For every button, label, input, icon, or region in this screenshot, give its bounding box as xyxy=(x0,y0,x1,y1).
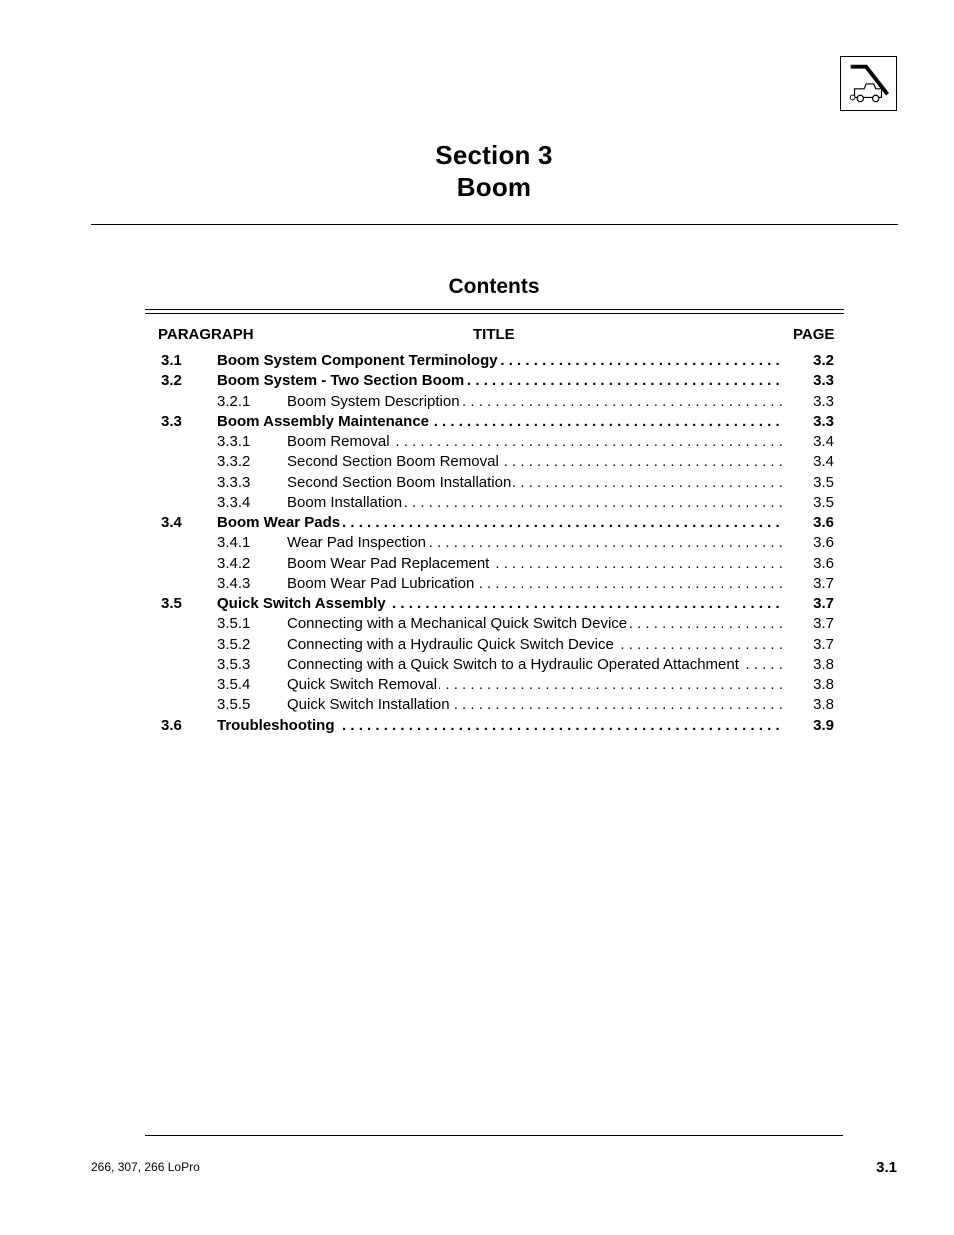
section-title xyxy=(0,139,954,203)
footer-models: 266, 307, 266 LoPro xyxy=(91,1160,200,1174)
toc-entry-number: 3.2 xyxy=(161,372,182,390)
toc-entry-title: Boom Assembly Maintenance xyxy=(217,412,429,430)
toc-entry-number: 3.5.3 xyxy=(217,655,251,673)
toc-entry-title: Connecting with a Hydraulic Quick Switch Device xyxy=(287,635,614,653)
toc-entry-title: Wear Pad Inspection xyxy=(287,534,426,552)
toc-entry-page: 3.4 xyxy=(813,433,834,450)
toc-entry-number: 3.5.2 xyxy=(217,635,251,653)
toc-entry-page: 3.8 xyxy=(813,676,834,693)
column-header-title: TITLE xyxy=(473,326,515,343)
contents-heading: Contents xyxy=(448,275,540,298)
toc-entry-title: Boom Removal xyxy=(287,433,390,450)
toc-entry[interactable] xyxy=(0,695,954,715)
toc-entry-number: 3.3.1 xyxy=(217,433,251,450)
toc-entry-number: 3.4.3 xyxy=(217,574,251,592)
toc-entry-title: Quick Switch Assembly xyxy=(217,595,386,612)
toc-entry[interactable] xyxy=(0,432,954,452)
toc-entry-title: Second Section Boom Removal xyxy=(287,453,499,471)
toc-entry[interactable] xyxy=(0,655,954,675)
toc-entry-title-leader xyxy=(287,392,784,412)
toc-entry-page: 3.8 xyxy=(813,696,834,714)
footer-divider xyxy=(145,1135,843,1136)
column-header-paragraph: PARAGRAPH xyxy=(158,326,254,343)
toc-entry-number: 3.4.1 xyxy=(217,534,251,552)
toc-entry-page: 3.7 xyxy=(813,595,834,612)
toc-entry-number: 3.6 xyxy=(161,716,182,734)
toc-entry[interactable] xyxy=(0,351,954,371)
toc-entry[interactable] xyxy=(0,513,954,533)
toc-entry-number: 3.5 xyxy=(161,595,182,612)
toc-entry-title-leader xyxy=(287,473,784,493)
toc-entry-title-leader xyxy=(217,371,784,391)
toc-entry-number: 3.1 xyxy=(161,352,182,369)
toc-entry-title: Boom Installation xyxy=(287,493,403,511)
toc-entry-title-leader xyxy=(287,574,784,594)
toc-entry-page: 3.7 xyxy=(813,574,834,592)
toc-entry-title: Boom System - Two Section Boom xyxy=(217,372,465,390)
toc-entry-page: 3.2 xyxy=(813,352,834,369)
table-of-contents xyxy=(0,351,954,736)
toc-entry-title: Boom Wear Pads xyxy=(217,514,341,531)
toc-entry-title: Second Section Boom Installation xyxy=(287,473,512,491)
column-header-page: PAGE xyxy=(793,326,835,343)
toc-entry-title-leader xyxy=(287,533,784,553)
toc-entry-title-leader xyxy=(217,412,784,432)
toc-entry-title: Quick Switch Installation xyxy=(287,696,450,714)
toc-entry[interactable] xyxy=(0,574,954,594)
toc-entry-title-leader xyxy=(217,513,784,533)
toc-entry-title-leader xyxy=(287,614,784,634)
toc-entry[interactable] xyxy=(0,493,954,513)
toc-entry-title-leader xyxy=(217,351,784,371)
toc-entry-page: 3.5 xyxy=(813,493,834,511)
toc-entry-title: Quick Switch Removal xyxy=(287,676,438,693)
toc-entry[interactable] xyxy=(0,392,954,412)
toc-entry-number: 3.5.4 xyxy=(217,676,251,693)
toc-entry-title-leader xyxy=(287,493,784,513)
toc-entry-page: 3.4 xyxy=(813,453,834,471)
toc-entry-page: 3.7 xyxy=(813,615,834,633)
toc-entry[interactable] xyxy=(0,533,954,553)
toc-entry[interactable] xyxy=(0,452,954,472)
toc-entry-number: 3.5.1 xyxy=(217,615,251,633)
toc-entry[interactable] xyxy=(0,716,954,736)
toc-entry-title-leader xyxy=(287,452,784,472)
toc-entry-title-leader xyxy=(217,594,784,614)
telehandler-boom-icon xyxy=(841,57,896,110)
toc-entry-page: 3.6 xyxy=(813,534,834,552)
toc-entry[interactable] xyxy=(0,473,954,493)
toc-entry-title: Connecting with a Mechanical Quick Switch Device xyxy=(287,615,628,633)
toc-entry-page: 3.6 xyxy=(813,514,834,531)
toc-entry-title-leader xyxy=(287,695,784,715)
section-name: Boom xyxy=(456,172,532,202)
toc-entry[interactable] xyxy=(0,554,954,574)
toc-entry-number: 3.4 xyxy=(161,514,182,531)
toc-entry-page: 3.3 xyxy=(813,412,834,430)
toc-entry-number: 3.3.3 xyxy=(217,473,251,491)
header-divider xyxy=(91,224,898,225)
toc-entry-title: Troubleshooting xyxy=(217,716,335,734)
toc-entry-page: 3.5 xyxy=(813,473,834,491)
toc-entry-number: 3.3 xyxy=(161,412,182,430)
toc-entry-page: 3.6 xyxy=(813,554,834,572)
toc-entry[interactable] xyxy=(0,635,954,655)
toc-entry[interactable] xyxy=(0,614,954,634)
toc-entry-number: 3.3.2 xyxy=(217,453,251,471)
toc-entry-title: Boom System Component Terminology xyxy=(217,352,498,369)
toc-entry-number: 3.2.1 xyxy=(217,392,251,410)
toc-entry-page: 3.3 xyxy=(813,372,834,390)
toc-entry-title: Boom Wear Pad Replacement xyxy=(287,554,490,572)
toc-entry-title-leader xyxy=(217,716,784,736)
toc-entry[interactable] xyxy=(0,412,954,432)
toc-entry[interactable] xyxy=(0,371,954,391)
footer-page-number: 3.1 xyxy=(876,1159,897,1176)
toc-entry-title: Connecting with a Quick Switch to a Hydraulic Operated Attachment xyxy=(287,655,739,673)
toc-entry-title: Boom Wear Pad Lubrication xyxy=(287,574,475,592)
toc-entry-title-leader xyxy=(287,432,784,452)
toc-entry[interactable] xyxy=(0,594,954,614)
toc-entry-title: Boom System Description xyxy=(287,392,460,410)
toc-entry-page: 3.9 xyxy=(813,716,834,734)
section-logo xyxy=(840,56,897,111)
section-number: Section 3 xyxy=(435,140,553,170)
toc-entry-number: 3.4.2 xyxy=(217,554,251,572)
toc-entry[interactable] xyxy=(0,675,954,695)
contents-double-rule xyxy=(145,309,844,314)
toc-entry-title-leader xyxy=(287,655,784,675)
toc-entry-number: 3.3.4 xyxy=(217,493,251,511)
toc-entry-page: 3.7 xyxy=(813,635,834,653)
toc-entry-title-leader xyxy=(287,635,784,655)
toc-entry-page: 3.8 xyxy=(813,655,834,673)
toc-entry-title-leader xyxy=(287,675,784,695)
toc-entry-title-leader xyxy=(287,554,784,574)
toc-entry-number: 3.5.5 xyxy=(217,696,251,714)
toc-entry-page: 3.3 xyxy=(813,392,834,410)
